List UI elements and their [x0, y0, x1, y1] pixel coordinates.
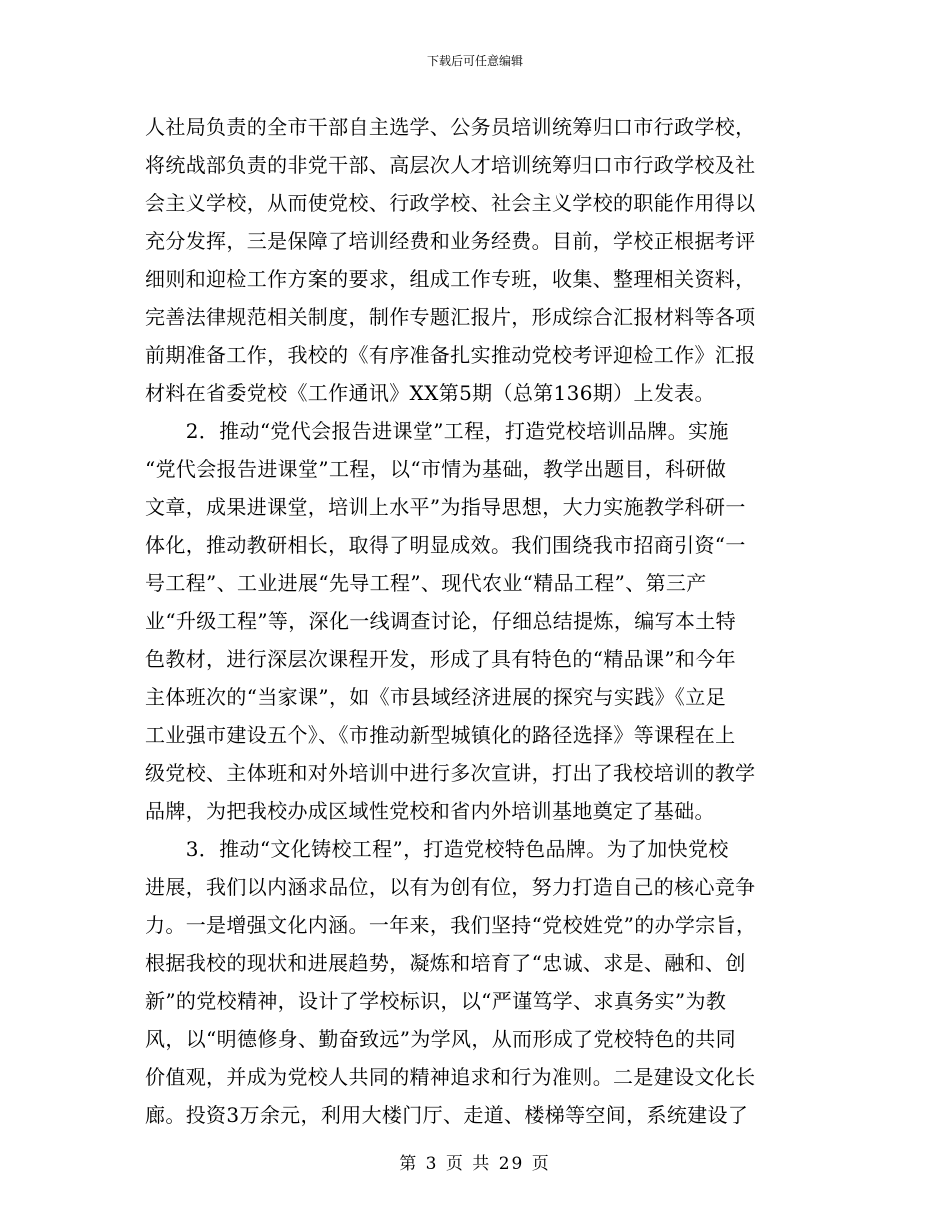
- text-line: 体化，推动教研相长，取得了明显成效。我们围绕我市招商引资“一: [145, 533, 746, 557]
- text-line: 完善法律规范相关制度，制作专题汇报片，形成综合汇报材料等各项: [145, 305, 756, 329]
- text-line: 人社局负责的全市干部自主选学、公务员培训统筹归口市行政学校，: [145, 115, 756, 139]
- text-line: 廊。投资3万余元，利用大楼门厅、走道、楼梯等空间，系统建设了: [145, 1103, 749, 1127]
- text-line: 品牌，为把我校办成区域性党校和省内外培训基地奠定了基础。: [145, 799, 715, 823]
- text-line: 工业强市建设五个》、《市推动新型城镇化的路径选择》等课程在上: [145, 723, 736, 747]
- page-number-footer: 第 3 页 共 29 页: [399, 1154, 551, 1174]
- text-line: 风，以“明德修身、勤奋致远”为学风，从而形成了党校特色的共同: [145, 1027, 736, 1051]
- text-line: 价值观，并成为党校人共同的精神追求和行为准则。二是建设文化长: [145, 1065, 756, 1089]
- text-line: 充分发挥，三是保障了培训经费和业务经费。目前，学校正根据考评: [145, 229, 756, 253]
- text-line: 将统战部负责的非党干部、高层次人才培训统筹归口市行政学校及社: [145, 153, 756, 177]
- text-line: 进展，我们以内涵求品位，以有为创有位，努力打造自己的核心竞争: [145, 875, 756, 899]
- text-line: “党代会报告进课堂”工程，以“市情为基础，教学出题目，科研做: [145, 457, 727, 481]
- text-line: 材料在省委党校《工作通讯》XX第5期（总第136期）上发表。: [145, 381, 715, 405]
- text-line: 文章，成果进课堂，培训上水平”为指导思想，大力实施教学科研一: [145, 495, 746, 519]
- text-line: 号工程”、工业进展“先导工程”、现代农业“精品工程”、第三产: [145, 571, 707, 595]
- paragraph-2-start: 2．推动“党代会报告进课堂”工程，打造党校培训品牌。实施: [145, 419, 729, 443]
- text-line: 会主义学校，从而使党校、行政学校、社会主义学校的职能作用得以: [145, 191, 756, 215]
- text-line: 力。一是增强文化内涵。一年来，我们坚持“党校姓党”的办学宗旨，: [145, 913, 757, 937]
- paragraph-3-start: 3．推动“文化铸校工程”，打造党校特色品牌。为了加快党校: [145, 837, 729, 861]
- text-line: 前期准备工作，我校的《有序准备扎实推动党校考评迎检工作》汇报: [145, 343, 756, 367]
- text-line: 细则和迎检工作方案的要求，组成工作专班，收集、整理相关资料，: [145, 267, 756, 291]
- page-header: 下载后可任意编辑: [426, 54, 523, 68]
- text-line: 级党校、主体班和对外培训中进行多次宣讲，打出了我校培训的教学: [145, 761, 756, 785]
- text-line: 新”的党校精神，设计了学校标识，以“严谨笃学、求真务实”为教: [145, 989, 727, 1013]
- text-line: 主体班次的“当家课”，如《市县域经济进展的探究与实践》《立足: [145, 685, 726, 709]
- text-line: 根据我校的现状和进展趋势，凝炼和培育了“忠诚、求是、融和、创: [145, 951, 746, 975]
- text-line: 业“升级工程”等，深化一线调查讨论，仔细总结提炼，编写本土特: [145, 609, 736, 633]
- text-line: 色教材，进行深层次课程开发，形成了具有特色的“精品课”和今年: [145, 647, 736, 671]
- document-body: [145, 108, 810, 1134]
